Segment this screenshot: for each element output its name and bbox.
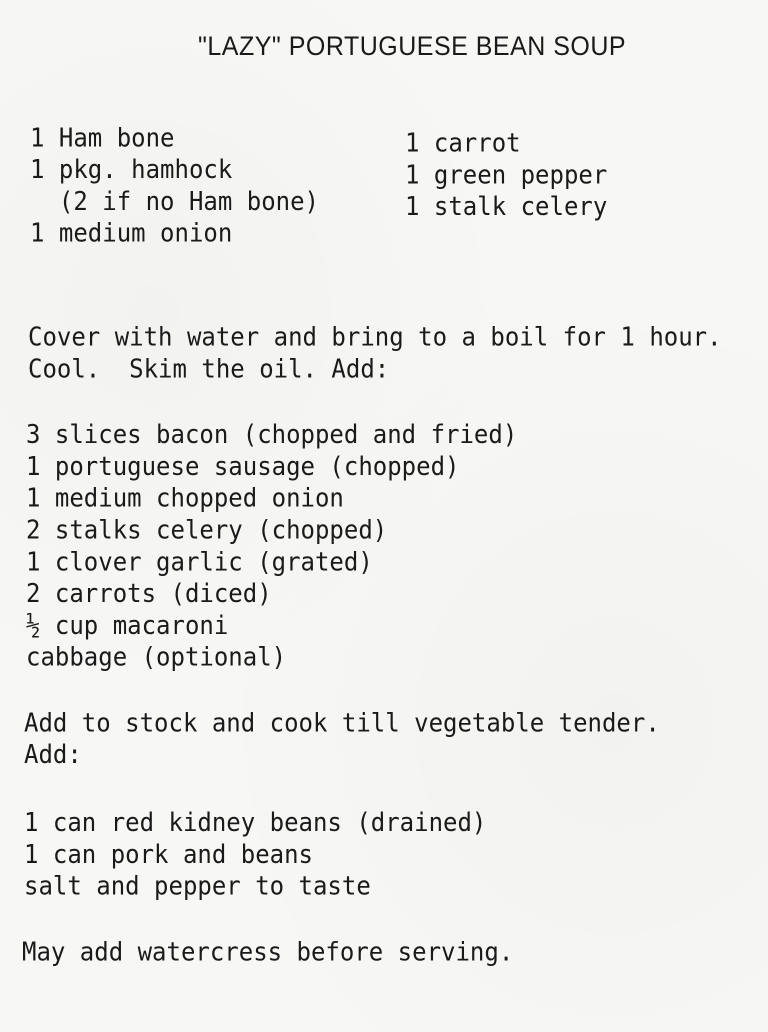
ingredient-line: 1 can red kidney beans (drained): [24, 807, 487, 838]
ingredient-line: 2 stalks celery (chopped): [26, 515, 388, 545]
ingredient-line: 1 portuguese sausage (chopped): [26, 451, 460, 482]
ingredient-line: 1 Ham bone: [30, 122, 175, 153]
ingredient-line: 2 carrots (diced): [26, 578, 272, 609]
ingredient-line: 3 slices bacon (chopped and fried): [26, 419, 518, 450]
ingredient-line: 1 medium onion: [30, 218, 233, 249]
ingredient-line: ½ cup macaroni: [26, 610, 229, 641]
ingredient-line: 1 carrot: [405, 128, 521, 158]
instruction-line: Add to stock and cook till vegetable tender.: [24, 708, 660, 738]
ingredient-line: salt and pepper to taste: [24, 871, 371, 901]
ingredient-line: 1 clover garlic (grated): [26, 546, 373, 577]
ingredient-line: cabbage (optional): [26, 642, 287, 673]
ingredient-line: 1 medium chopped onion: [26, 483, 344, 514]
instruction-line: Cool. Skim the oil. Add:: [28, 354, 390, 384]
closing-note: May add watercress before serving.: [22, 937, 514, 967]
ingredient-line: 1 stalk celery: [405, 191, 608, 222]
ingredient-line: 1 green pepper: [405, 160, 608, 190]
ingredient-line: 1 pkg. hamhock: [30, 154, 233, 185]
instruction-line: Cover with water and bring to a boil for 1 hour.: [28, 322, 722, 352]
ingredient-line: (2 if no Ham bone): [30, 186, 319, 217]
instruction-line: Add:: [24, 739, 82, 770]
ingredient-line: 1 can pork and beans: [24, 839, 313, 870]
recipe-title: "LAZY" PORTUGUESE BEAN SOUP: [198, 31, 627, 62]
